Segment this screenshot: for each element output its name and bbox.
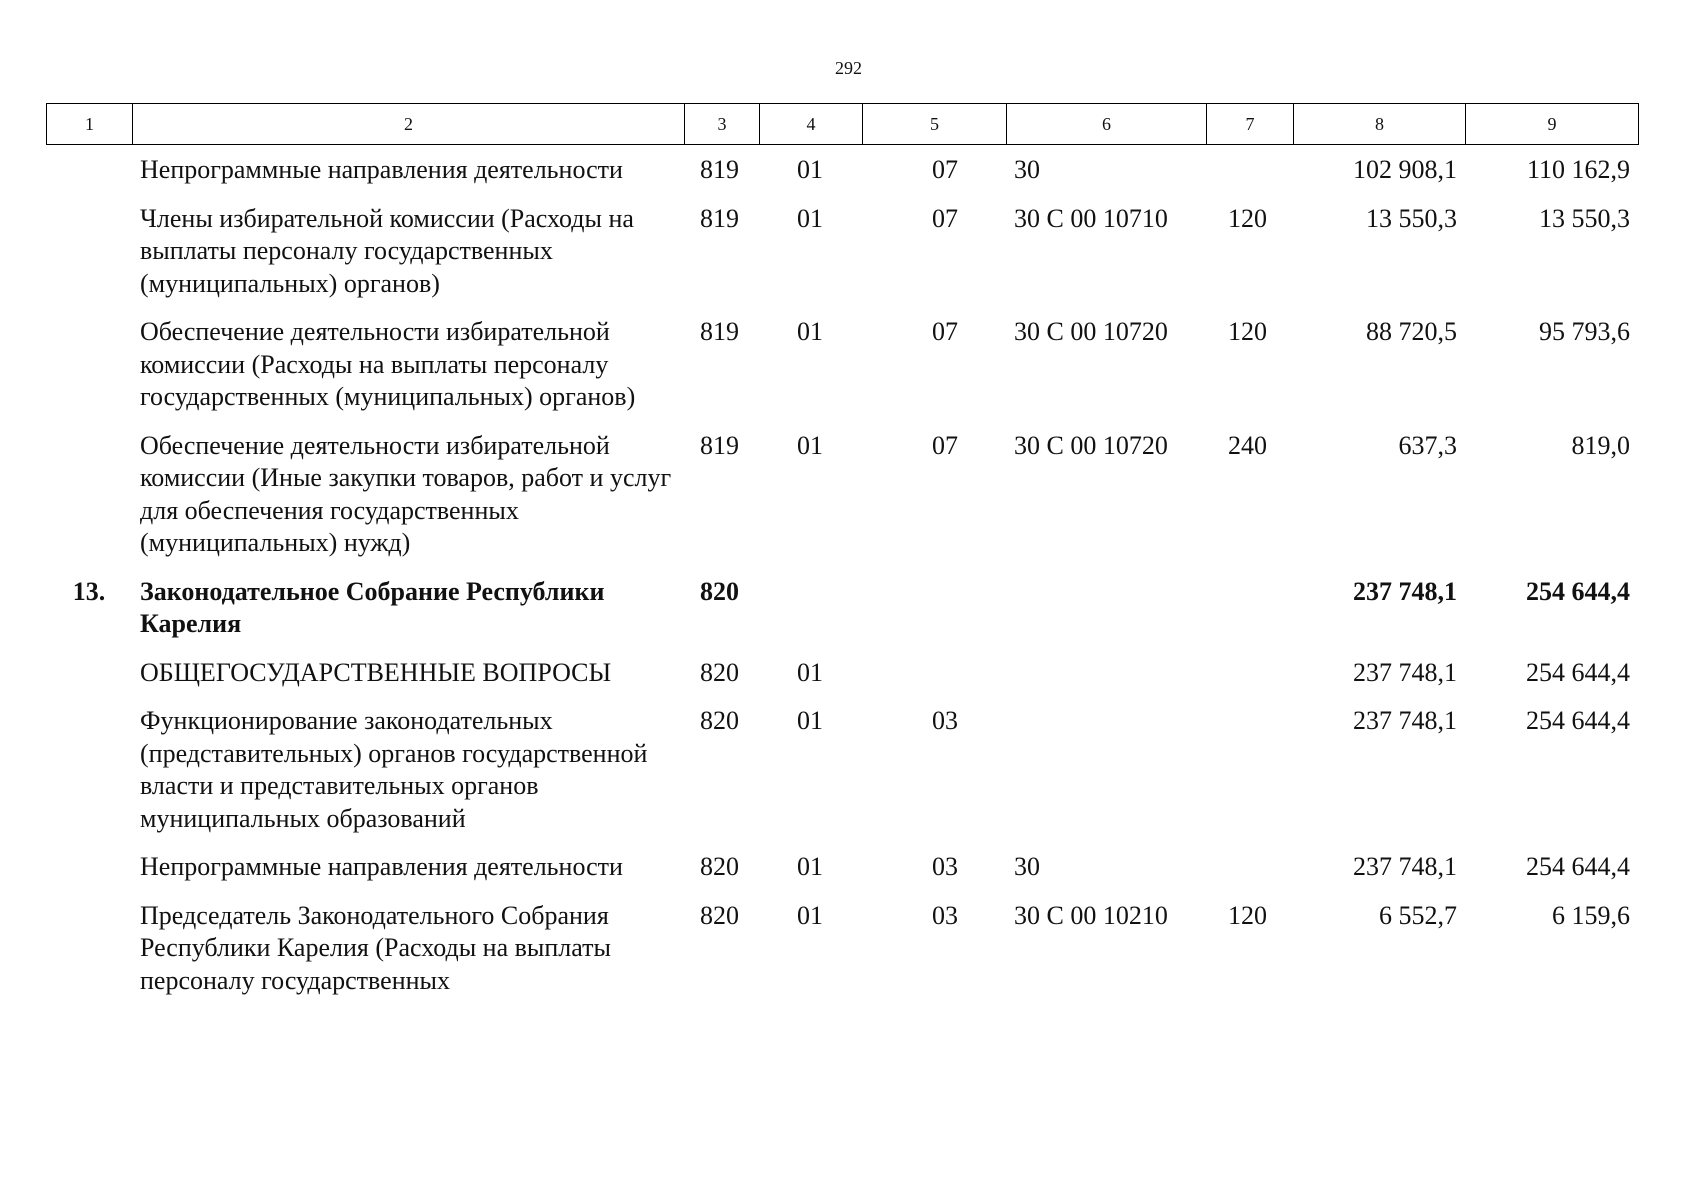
row-amount-2: 819,0 [1571,430,1630,460]
table-row [46,851,1638,884]
row-amount-2: 254 644,4 [1526,852,1630,881]
row-expense-type: 120 [1228,900,1267,930]
row-name: Законодательное Собрание Республики Карелия [140,576,605,638]
row-name: Члены избирательной комиссии (Расходы на выплаты персоналу государственных (муниципальных) органов) [140,203,634,298]
row-amount-2: 254 644,4 [1526,576,1630,606]
row-target-article: 30 С 00 10720 [1014,317,1168,346]
row-subsection-code: 07 [932,155,958,184]
row-name: Обеспечение деятельности избирательной комиссии (Расходы на выплаты персоналу государственных (муниципальных) органов) [140,317,636,411]
row-amount-1: 237 748,1 [1353,706,1457,735]
row-target-article: 30 С 00 10210 [1014,900,1168,930]
row-name: Председатель Законодательного Собрания Республики Карелия (Расходы на выплаты персоналу государственных [140,900,611,995]
column-header-8: 8 [1294,104,1466,145]
row-amount-2: 254 644,4 [1526,706,1630,735]
table-row [46,430,1638,560]
row-name: Непрограммные направления деятельности [140,852,623,881]
row-name: Функционирование законодательных (представительных) органов государственной власти и представительных органов муниципальных образований [140,706,648,833]
row-target-article: 30 [1014,852,1040,881]
row-number [46,657,132,690]
row-ministry-code: 820 [700,852,739,881]
row-subsection-code: 03 [932,706,958,735]
column-header-9: 9 [1466,104,1639,145]
row-section-code: 01 [797,203,823,233]
row-expense-type [1206,154,1293,187]
row-number [46,430,132,560]
column-header-1: 1 [47,104,133,145]
row-expense-type [1206,576,1293,641]
table-row [46,657,1638,690]
row-amount-1: 637,3 [1398,430,1457,460]
row-subsection-code: 07 [932,430,958,460]
row-section-code [759,576,862,641]
row-number: 13. [72,576,106,606]
row-amount-2: 13 550,3 [1539,203,1630,233]
row-section-code: 01 [797,657,823,687]
column-header-3: 3 [685,104,760,145]
row-section-code: 01 [797,430,823,460]
row-name: Обеспечение деятельности избирательной комиссии (Иные закупки товаров, работ и услуг для обеспечения государственных (муниципальных) нужд) [140,430,672,557]
row-expense-type: 240 [1228,430,1267,460]
budget-table-body [46,154,1638,1013]
row-name: ОБЩЕГОСУДАРСТВЕННЫЕ ВОПРОСЫ [140,657,612,687]
table-row [46,316,1638,414]
row-expense-type: 120 [1228,203,1267,233]
row-subsection-code [862,657,1006,690]
row-section-code: 01 [797,900,823,930]
row-amount-1: 6 552,7 [1379,900,1457,930]
row-target-article [1006,657,1206,690]
column-header-6: 6 [1007,104,1207,145]
row-amount-2: 110 162,9 [1526,155,1630,184]
row-ministry-code: 819 [700,155,739,184]
row-target-article: 30 [1014,155,1040,184]
row-target-article: 30 С 00 10710 [1014,203,1168,233]
row-ministry-code: 819 [700,430,739,460]
row-subsection-code: 07 [932,203,958,233]
row-number [46,705,132,835]
row-amount-1: 237 748,1 [1353,852,1457,881]
row-amount-1: 237 748,1 [1353,657,1457,687]
row-ministry-code: 819 [700,203,739,233]
table-row [46,900,1638,998]
row-target-article: 30 С 00 10720 [1014,430,1168,460]
row-amount-2: 254 644,4 [1526,657,1630,687]
row-amount-1: 237 748,1 [1353,576,1457,606]
column-header-row [47,104,1639,145]
row-number [46,203,132,301]
row-expense-type [1206,657,1293,690]
row-section-code: 01 [797,155,823,184]
row-subsection-code: 03 [932,852,958,881]
row-expense-type [1206,705,1293,835]
row-target-article [1006,576,1206,641]
row-amount-1: 13 550,3 [1366,203,1457,233]
row-section-code: 01 [797,317,823,346]
row-subsection-code: 03 [932,900,958,930]
row-ministry-code: 820 [700,576,739,606]
row-subsection-code [862,576,1006,641]
row-amount-2: 95 793,6 [1539,317,1630,346]
row-name: Непрограммные направления деятельности [140,155,623,184]
row-section-code: 01 [797,706,823,735]
row-amount-1: 102 908,1 [1353,155,1457,184]
row-ministry-code: 819 [700,317,739,346]
row-number [46,851,132,884]
column-header-table [46,103,1639,145]
page-number: 292 [835,58,862,78]
column-header-5: 5 [863,104,1007,145]
table-row [46,705,1638,835]
row-ministry-code: 820 [700,706,739,735]
row-section-code: 01 [797,852,823,881]
row-ministry-code: 820 [700,900,739,930]
row-number [46,154,132,187]
row-number [46,316,132,414]
row-amount-2: 6 159,6 [1552,900,1630,930]
row-ministry-code: 820 [700,657,739,687]
table-row [46,576,1638,641]
row-number [46,900,132,998]
table-row [46,154,1638,187]
column-header-2: 2 [133,104,685,145]
row-target-article [1006,705,1206,835]
row-subsection-code: 07 [932,317,958,346]
column-header-4: 4 [760,104,863,145]
row-expense-type: 120 [1228,317,1267,346]
column-header-7: 7 [1207,104,1294,145]
row-expense-type [1206,851,1293,884]
row-amount-1: 88 720,5 [1366,317,1457,346]
table-row [46,203,1638,301]
